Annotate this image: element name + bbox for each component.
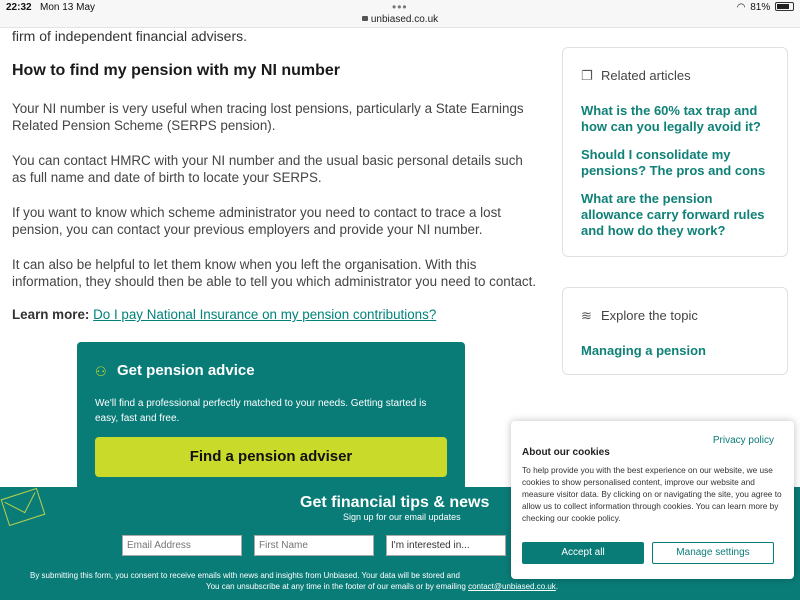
learn-more [12,307,436,322]
date: Mon 13 May [40,2,96,13]
learn-more-label: Learn more: [12,307,90,322]
explore-topic-card [562,287,788,375]
people-icon: ⚇ [95,364,107,379]
paragraph: If you want to know which scheme administrator you need to contact to trace a lost pension, you can contact your previous employers and provide your NI number. [12,205,502,237]
ios-status-bar [0,0,800,28]
related-articles-card [562,47,788,257]
email-input[interactable] [122,535,242,556]
find-adviser-button[interactable]: Find a pension adviser [95,437,447,477]
privacy-policy-link[interactable]: Privacy policy [712,435,774,446]
advice-title: Get pension advice [117,362,255,379]
accept-all-button[interactable]: Accept all [522,542,644,564]
interest-select[interactable]: I'm interested in... [386,535,506,556]
heading-text: Explore the topic [601,308,698,323]
consent-text: By submitting this form, you consent to receive emails with news and insights from Unbiased. Your data will be stored and [30,571,460,580]
address-bar[interactable] [338,14,462,25]
related-articles-heading [581,68,691,84]
explore-topic-heading [581,308,698,324]
copy-icon: ❐ [581,68,593,83]
topic-link[interactable]: Managing a pension [581,343,706,358]
status-right [737,2,794,13]
first-name-input[interactable] [254,535,374,556]
paragraph: It can also be helpful to let them know when you left the organisation. With this information, they should then be able to tell you which administrator you need to contact. [12,257,537,289]
heading-text: Related articles [601,68,691,83]
battery-icon [775,2,794,11]
layers-icon: ≋ [581,308,592,323]
related-article-link[interactable]: What are the pension allowance carry forward rules and how do they work? [581,191,765,238]
more-dots-icon[interactable]: ••• [392,0,408,14]
wifi-icon: ◠ [736,2,746,13]
newsletter-subtitle: Sign up for our email updates [343,512,461,522]
unsubscribe-text [206,582,558,591]
cookie-consent-dialog [511,421,794,579]
manage-settings-button[interactable]: Manage settings [652,542,774,564]
paragraph: Your NI number is very useful when tracing lost pensions, particularly a State Earnings Related Pension Scheme (SERPS pension). [12,101,524,133]
cookie-title: About our cookies [522,447,610,458]
envelope-icon [1,488,46,526]
learn-more-link[interactable]: Do I pay National Insurance on my pension contributions? [93,307,437,322]
battery-percent: 81% [750,2,771,13]
related-article-link[interactable]: Should I consolidate my pensions? The pros and cons [581,147,766,178]
url-text: unbiased.co.uk [370,14,439,25]
section-heading: How to find my pension with my NI number [12,62,341,79]
contact-email-link[interactable]: contact@unbiased.co.uk [468,582,556,591]
unsubscribe-text-suffix: . [555,582,559,591]
advice-description: We'll find a professional perfectly matched to your needs. Getting started is easy, fast and free. [95,398,427,424]
clock: 22:32 [6,2,32,13]
paragraph-fragment: firm of independent financial advisers. [12,28,248,44]
newsletter-title: Get financial tips & news [300,494,490,511]
lock-icon [362,16,368,21]
related-article-link[interactable]: What is the 60% tax trap and how can you legally avoid it? [581,103,761,134]
paragraph: You can contact HMRC with your NI number and the usual basic personal details such as full name and date of birth to locate your SERPS. [12,153,523,185]
cookie-text: To help provide you with the best experience on our website, we use cookies to show personalised content, improve our website and measure visitor data. By clicking on or navigating the site, you agree to allow us to collect information through cookies. You can learn more by checking our cookie policy. [522,465,782,523]
pension-advice-box [77,342,465,502]
unsubscribe-text-prefix: You can unsubscribe at any time in the footer of our emails or by emailing [206,582,469,591]
